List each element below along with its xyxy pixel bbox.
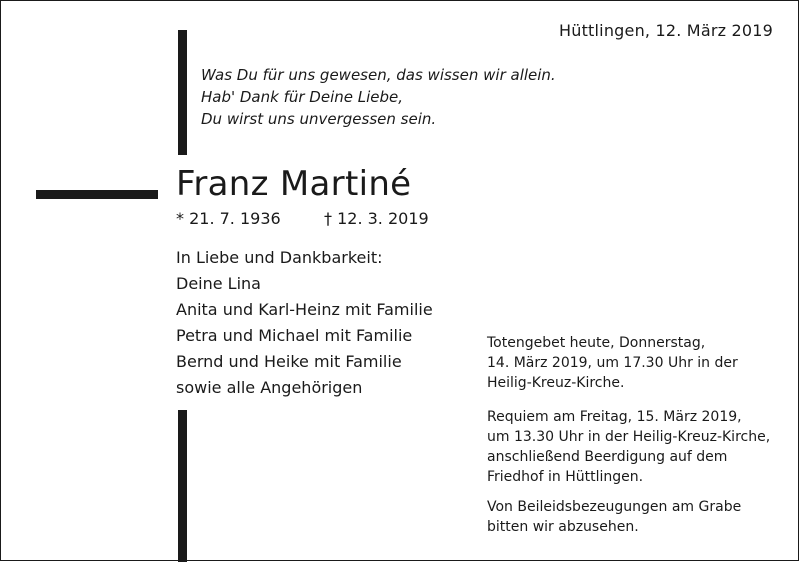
info-line: Heilig-Kreuz-Kirche. — [487, 375, 625, 391]
info-line: Friedhof in Hüttlingen. — [487, 469, 644, 485]
cross-horizontal-bar — [36, 190, 158, 199]
mourner-line: Anita und Karl-Heinz mit Familie — [176, 300, 433, 319]
requiem-info — [487, 407, 770, 487]
mourner-line: sowie alle Angehörigen — [176, 378, 363, 397]
info-line: Totengebet heute, Donnerstag, — [487, 335, 706, 351]
condolences-info — [487, 497, 741, 537]
cross-vertical-bar-bottom — [178, 410, 187, 562]
mourners-list — [176, 245, 433, 401]
info-line: bitten wir abzusehen. — [487, 519, 639, 535]
info-line: Requiem am Freitag, 15. März 2019, — [487, 409, 742, 425]
place-date: Hüttlingen, 12. März 2019 — [559, 21, 773, 40]
deceased-name: Franz Martiné — [176, 164, 412, 204]
info-line: Von Beileidsbezeugungen am Grabe — [487, 499, 742, 515]
life-dates — [176, 209, 429, 228]
info-line: anschließend Beerdigung auf dem — [487, 449, 728, 465]
info-line: um 13.30 Uhr in der Heilig-Kreuz-Kirche, — [487, 429, 771, 445]
poem-line: Du wirst uns unvergessen sein. — [201, 110, 437, 128]
poem-line: Was Du für uns gewesen, das wissen wir allein. — [201, 66, 556, 84]
memorial-poem — [201, 64, 556, 130]
mourner-line: Petra und Michael mit Familie — [176, 326, 413, 345]
mourner-line: Bernd und Heike mit Familie — [176, 352, 402, 371]
cross-vertical-bar-top — [178, 30, 187, 155]
poem-line: Hab' Dank für Deine Liebe, — [201, 88, 404, 106]
mourner-line: In Liebe und Dankbarkeit: — [176, 248, 383, 267]
death-date: † 12. 3. 2019 — [324, 209, 429, 228]
birth-date: * 21. 7. 1936 — [176, 209, 281, 228]
prayer-info — [487, 333, 738, 393]
info-line: 14. März 2019, um 17.30 Uhr in der — [487, 355, 738, 371]
mourner-line: Deine Lina — [176, 274, 261, 293]
